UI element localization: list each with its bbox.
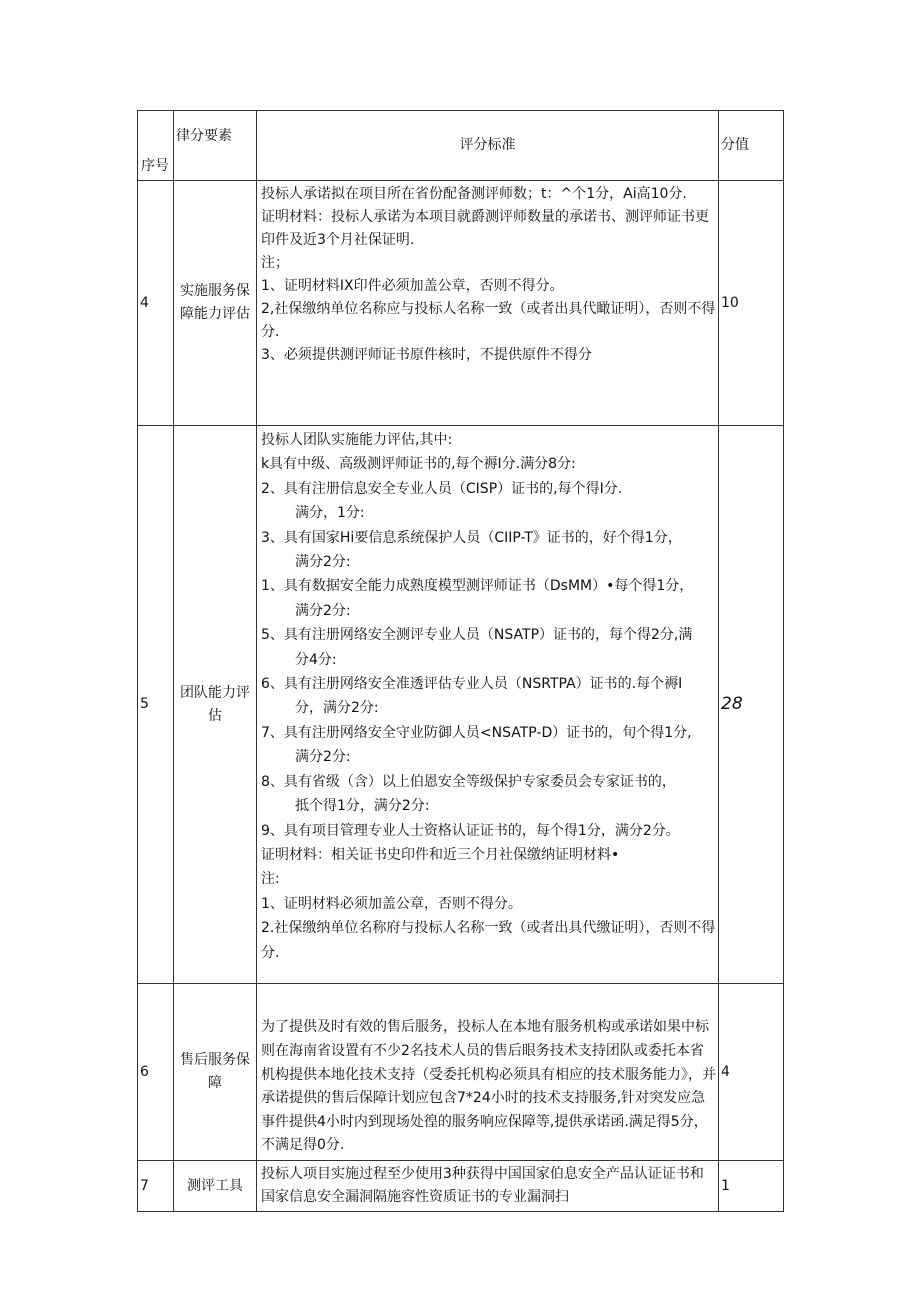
criteria-line: 6、具有注册网络安全准透评估专业人员（NSRTPA）证书的.每个褥I bbox=[261, 676, 683, 693]
criteria-line: 投标人团队实施能力评估,其中: bbox=[261, 432, 453, 448]
scoring-table bbox=[137, 110, 784, 1212]
table-row bbox=[138, 984, 784, 1161]
row-no: 4 bbox=[138, 181, 174, 426]
row-criteria bbox=[257, 984, 719, 1161]
criteria-line: 注: bbox=[261, 871, 280, 888]
row-factor: 实施服务保障能力评估 bbox=[174, 181, 257, 426]
criteria-line: 2、具有注册信息安全专业人员（CISP）证书的,每个得I分. bbox=[261, 480, 623, 497]
row-no: 5 bbox=[138, 426, 174, 984]
criteria-line: 满分2分: bbox=[295, 554, 351, 571]
row-factor: 售后服务保障 bbox=[174, 984, 257, 1161]
criteria-line: 2.社保缴纳单位名称府与投标人名称一致（或者出具代缴证明），否则不得分. bbox=[261, 920, 716, 961]
criteria-line: 分4分: bbox=[295, 651, 337, 668]
criteria-line: 7、具有注册网络安全守业防御人员<NSATP-D）证书的，旬个得1分, bbox=[261, 724, 692, 741]
row-criteria bbox=[257, 1161, 719, 1212]
table-header-row bbox=[138, 111, 784, 181]
criteria-line: 抵个得1分，满分2分: bbox=[295, 798, 430, 815]
header-criteria: 评分标准 bbox=[257, 111, 719, 181]
criteria-line: 3、必须提供测评师证书原件核时，不提供原件不得分 bbox=[261, 347, 592, 363]
table-row bbox=[138, 1161, 784, 1212]
criteria-line: k具有中级、高级测评师证书的,每个褥I分.满分8分: bbox=[261, 456, 576, 473]
row-no: 7 bbox=[138, 1161, 174, 1212]
criteria-line: 分，满分2分: bbox=[295, 700, 379, 717]
header-no: 序号 bbox=[138, 111, 174, 181]
criteria-line: 为了提供及时有效的售后服务，投标人在本地有服务机构或承诺如果中标则在海南省设置有不少2名技术人员的售后眼务技术支持团队或委托本省机构提供本地化技术支持（受委托机构必须具有相应的技术服务能力》，并承诺提供的售后保障计划应包含7*24小时的技术支持服务,针对突发应急事件提供4小时内到现场处徨的服务响应保障等,提供承诺函.满足得5分，不满足得0分. bbox=[261, 1019, 716, 1154]
table-row bbox=[138, 426, 784, 984]
criteria-line: 1、证明材料IX印件必须加盖公章，否则不得分。 bbox=[261, 278, 564, 294]
criteria-line: 满分2分: bbox=[295, 602, 351, 619]
criteria-line: 1、具有数据安全能力成熟度模型测评师证书（DsMM）•每个得1分， bbox=[261, 578, 694, 595]
criteria-line: 证明材料：相关证书史印件和近三个月社保缴纳证明材料• bbox=[261, 846, 620, 863]
criteria-line: 2,社保缴纳单位名称应与投标人名称一致（或者出具代瞰证明），否则不得分. bbox=[261, 301, 716, 340]
criteria-line: 注； bbox=[261, 255, 289, 271]
criteria-line: 满分2分: bbox=[295, 749, 351, 766]
criteria-line: 满分，1分: bbox=[295, 505, 365, 522]
row-factor: 测评工具 bbox=[174, 1161, 257, 1212]
row-criteria bbox=[257, 181, 719, 426]
row-score: 28 bbox=[719, 426, 784, 984]
row-score: 10 bbox=[719, 181, 784, 426]
row-score: 1 bbox=[719, 1161, 784, 1212]
criteria-line: 投标人承诺拟在项目所在省份配备测评师数；t：^个1分，Ai高10分. bbox=[261, 186, 687, 202]
header-score: 分值 bbox=[719, 111, 784, 181]
header-factor: 律分要素 bbox=[174, 111, 257, 181]
row-no: 6 bbox=[138, 984, 174, 1161]
row-score: 4 bbox=[719, 984, 784, 1161]
criteria-line: 3、具有国家Hi要信息系统保护人员（CIIP-T》证书的，好个得1分， bbox=[261, 529, 682, 546]
criteria-line: 证明材料：投标人承诺为本项目就爵测评师数量的承诺书、测评师证书更印件及近3个月社保证明. bbox=[261, 209, 709, 248]
row-factor: 团队能力评估 bbox=[174, 426, 257, 984]
criteria-line: 8、具有省级（含）以上伯恩安全等级保护专家委员会专家证书的， bbox=[261, 773, 676, 790]
row-criteria bbox=[257, 426, 719, 984]
criteria-line: 5、具有注册网络安全测评专业人员（NSATP）证书的，每个得2分,满 bbox=[261, 627, 693, 644]
criteria-line: 1、证明材料必须加盖公章，否则不得分。 bbox=[261, 895, 522, 912]
criteria-line: 9、具有项目管理专业人士资格认证证书的，每个得1分，满分2分。 bbox=[261, 822, 680, 839]
criteria-line: 投标人项目实施过程至少使用3种获得中国国家伯息安全产品认证证书和国家信息安全漏洞隔施容性资质证书的专业漏洞扫 bbox=[261, 1166, 704, 1205]
table-row bbox=[138, 181, 784, 426]
